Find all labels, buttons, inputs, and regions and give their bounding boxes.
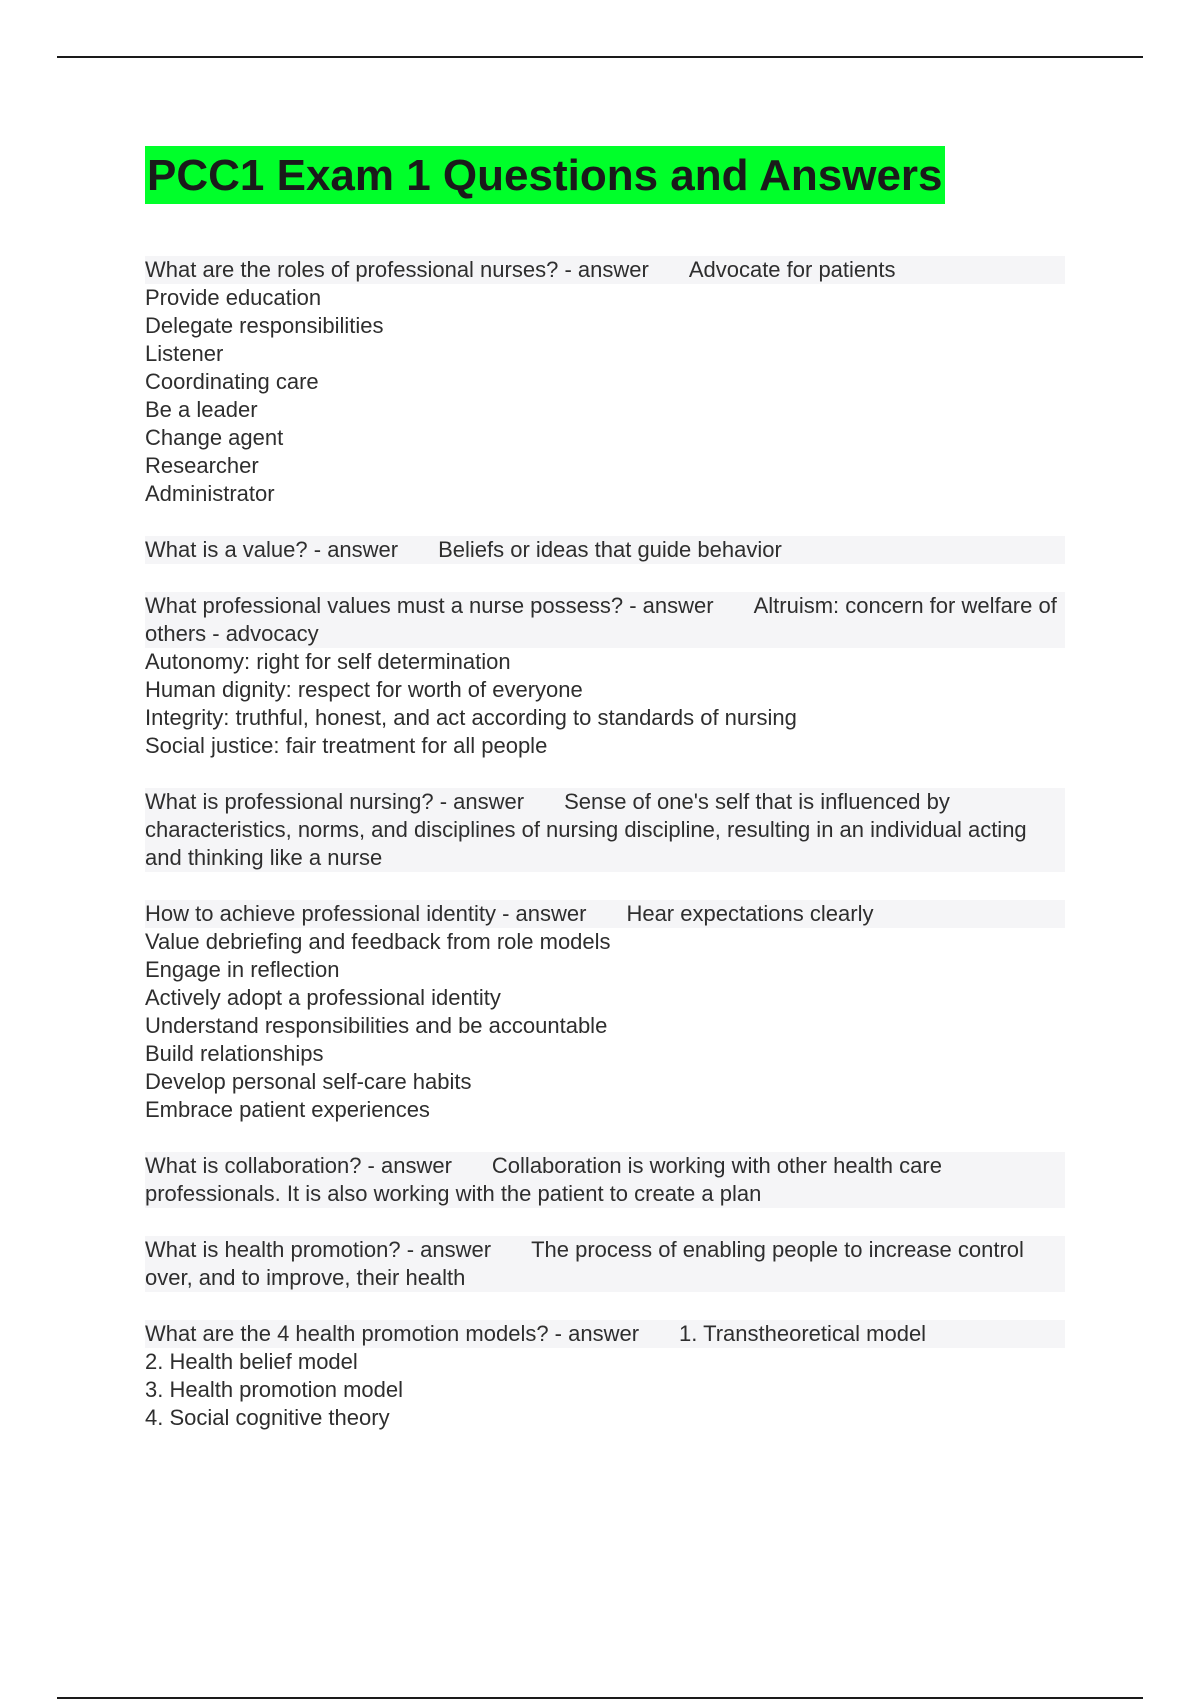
qa-first-line (145, 900, 1065, 928)
top-rule (57, 56, 1143, 58)
answer-line: Value debriefing and feedback from role models (145, 929, 611, 954)
qa-first-line (145, 1320, 1065, 1348)
question-text: What is professional nursing? - answer (145, 789, 525, 814)
document-title: PCC1 Exam 1 Questions and Answers (145, 146, 945, 204)
answer-line: Actively adopt a professional identity (145, 985, 501, 1010)
question-text: What is health promotion? - answer (145, 1237, 492, 1262)
question-text: What are the roles of professional nurses? - answer (145, 257, 649, 282)
qa-item (145, 900, 1065, 1124)
answer-line: Understand responsibilities and be accountable (145, 1013, 608, 1038)
document-body (145, 146, 1065, 1460)
answer-line: Researcher (145, 453, 259, 478)
answer-line: Be a leader (145, 397, 258, 422)
answer-line: Administrator (145, 481, 275, 506)
qa-first-line (145, 536, 1065, 564)
question-text: What are the 4 health promotion models? - answer (145, 1321, 640, 1346)
answer-line: Provide education (145, 285, 322, 310)
question-text: How to achieve professional identity - answer (145, 901, 587, 926)
qa-item (145, 788, 1065, 872)
answer-line: 2. Health belief model (145, 1349, 358, 1374)
answer-line: 1. Transtheoretical model (679, 1321, 927, 1346)
question-text: What is collaboration? - answer (145, 1153, 452, 1178)
qa-item (145, 592, 1065, 760)
answer-line: Human dignity: respect for worth of everyone (145, 677, 583, 702)
bottom-rule (57, 1697, 1143, 1699)
answer-line: Altruism: concern for welfare of others - advocacy (145, 593, 1063, 646)
question-text: What professional values must a nurse possess? - answer (145, 593, 714, 618)
answer-line: Integrity: truthful, honest, and act according to standards of nursing (145, 705, 797, 730)
answer-line: 3. Health promotion model (145, 1377, 404, 1402)
answer-line: Sense of one's self that is influenced by characteristics, norms, and disciplines of nursing discipline, resulting in an individual acting and thinking like a nurse (145, 789, 1033, 870)
qa-item (145, 1152, 1065, 1208)
qa-first-line (145, 592, 1065, 648)
qa-first-line (145, 1152, 1065, 1208)
answer-line: Coordinating care (145, 369, 319, 394)
answer-line: Beliefs or ideas that guide behavior (438, 537, 782, 562)
answer-line: Develop personal self-care habits (145, 1069, 472, 1094)
answer-line: Build relationships (145, 1041, 324, 1066)
qa-first-line (145, 788, 1065, 872)
answer-line: Autonomy: right for self determination (145, 649, 511, 674)
answer-line: Listener (145, 341, 224, 366)
answer-line: Change agent (145, 425, 284, 450)
answer-line: Delegate responsibilities (145, 313, 384, 338)
qa-item (145, 1236, 1065, 1292)
answer-line: The process of enabling people to increase control over, and to improve, their health (145, 1237, 1031, 1290)
answer-line: Social justice: fair treatment for all people (145, 733, 548, 758)
answer-line: Collaboration is working with other health care professionals. It is also working with the patient to create a plan (145, 1153, 949, 1206)
answer-line: Advocate for patients (688, 257, 896, 282)
qa-item (145, 536, 1065, 564)
answer-line: 4. Social cognitive theory (145, 1405, 390, 1430)
qa-item (145, 1320, 1065, 1432)
qa-item (145, 256, 1065, 508)
qa-list (145, 256, 1065, 1432)
qa-first-line (145, 256, 1065, 284)
qa-first-line (145, 1236, 1065, 1292)
answer-line: Engage in reflection (145, 957, 340, 982)
answer-line: Hear expectations clearly (626, 901, 874, 926)
question-text: What is a value? - answer (145, 537, 399, 562)
answer-line: Embrace patient experiences (145, 1097, 430, 1122)
